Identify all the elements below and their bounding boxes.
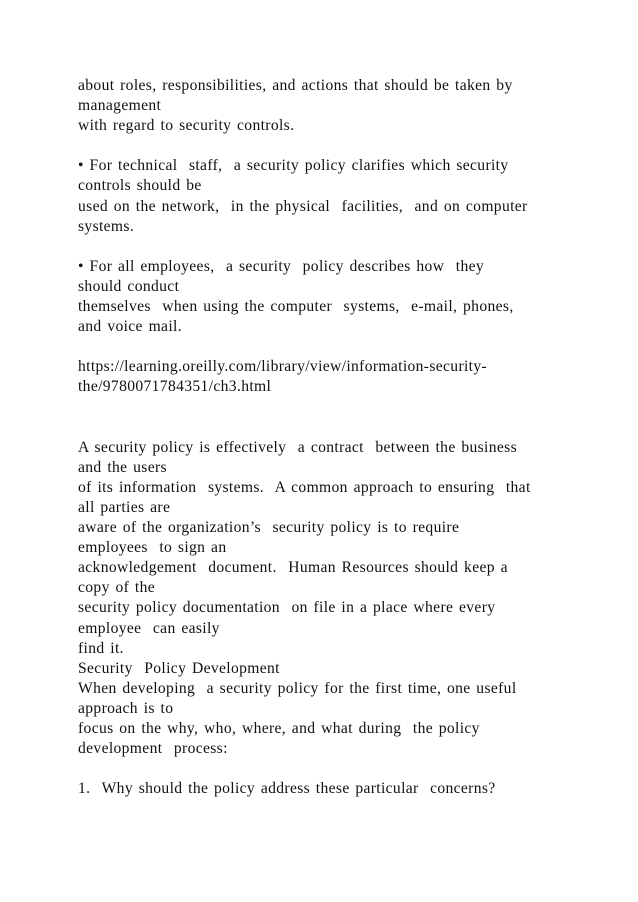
text-line: controls should be <box>78 177 202 195</box>
document-body <box>78 76 578 799</box>
bullet-line: • For all employees, a security policy describes how they <box>78 257 485 275</box>
blank-line <box>78 398 578 418</box>
text-line: employees to sign an <box>78 539 227 557</box>
section-heading: Security Policy Development <box>78 659 280 677</box>
text-line: A security policy is effectively a contract between the business <box>78 438 517 456</box>
text-line: focus on the why, who, where, and what during the policy <box>78 720 480 737</box>
numbered-item: 1. Why should the policy address these particular concerns? <box>78 780 496 798</box>
text-line: and the users <box>78 458 167 476</box>
text-line: all parties are <box>78 498 171 516</box>
blank-line <box>78 337 578 357</box>
blank-line <box>78 136 578 156</box>
url-line: https://learning.oreilly.com/library/view/information-security- <box>78 358 488 376</box>
text-line: of its information systems. A common approach to ensuring that <box>78 478 531 496</box>
text-line: find it. <box>78 639 124 657</box>
text-line: systems. <box>78 217 135 235</box>
url-line: the/9780071784351/ch3.html <box>78 378 272 396</box>
text-line: acknowledgement document. Human Resources should keep a <box>78 559 508 577</box>
text-line: with regard to security controls. <box>78 117 295 135</box>
text-line: employee can easily <box>78 619 220 637</box>
text-line: copy of the <box>78 579 155 597</box>
text-line: used on the network, in the physical facilities, and on computer <box>78 197 528 215</box>
blank-line <box>78 418 578 438</box>
text-line: security policy documentation on file in a place where every <box>78 599 496 617</box>
text-line: themselves when using the computer systems, e-mail, phones, <box>78 298 514 316</box>
text-line: When developing a security policy for the first time, one useful <box>78 679 517 697</box>
blank-line <box>78 759 578 779</box>
text-line: management <box>78 97 162 115</box>
text-line: about roles, responsibilities, and actions that should be taken by <box>78 77 513 94</box>
bullet-line: • For technical staff, a security policy clarifies which security <box>78 157 509 175</box>
text-line: approach is to <box>78 699 174 717</box>
text-line: should conduct <box>78 277 180 295</box>
blank-line <box>78 237 578 257</box>
text-line: development process: <box>78 740 228 758</box>
text-line: and voice mail. <box>78 318 182 336</box>
text-line: aware of the organization’s security policy is to require <box>78 519 460 537</box>
